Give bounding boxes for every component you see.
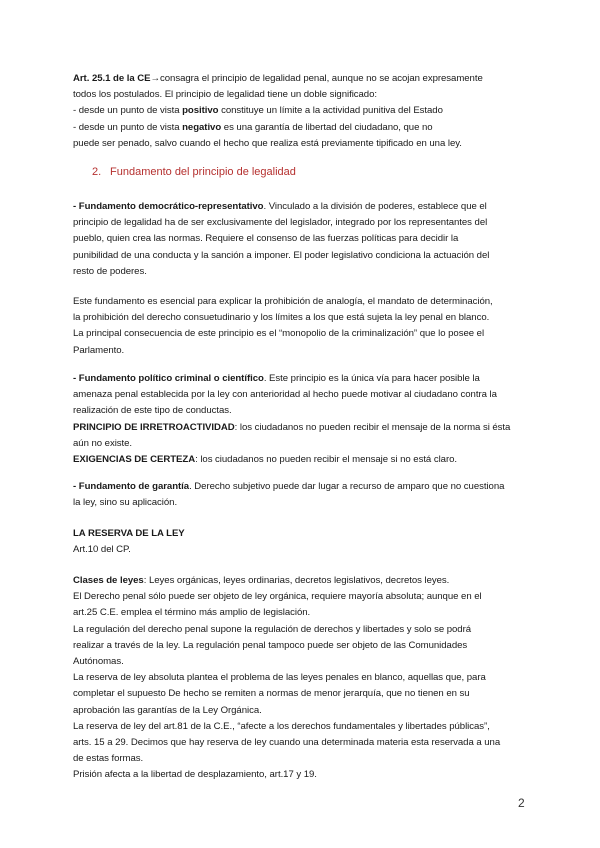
bold-term: - Fundamento democrático-representativo: [73, 201, 264, 212]
bold-term: EXIGENCIAS DE CERTEZA: [73, 454, 196, 466]
text-line: Art.10 del CP.: [73, 544, 131, 556]
text-line: [73, 479, 528, 495]
text-line: art.25 C.E. emplea el término más amplio de legislación.: [73, 607, 311, 619]
text-line: aprobación las garantías de la Ley Orgánica.: [73, 704, 262, 716]
text-line: la ley, sino su aplicación.: [73, 497, 178, 509]
democratic-foundation-paragraph: [73, 199, 528, 280]
line-text: es una garantía de libertad del ciudadano, que no: [221, 121, 433, 133]
text-line: Parlamento.: [73, 344, 125, 356]
text-line: El Derecho penal sólo puede ser objeto de ley orgánica, requiere mayoría absoluta; aunque en el: [73, 591, 482, 603]
reserva-ley-section: [73, 526, 528, 558]
section-heading: [92, 166, 296, 178]
line-text: constituye un límite a la actividad punitiva del Estado: [218, 105, 443, 117]
bold-term: PRINCIPIO DE IRRETROACTIVIDAD: [73, 421, 235, 433]
bold-term: Clases de leyes: [73, 575, 144, 586]
subsection-title: [73, 526, 528, 542]
text-line: [73, 371, 528, 387]
text-line: Prisión afecta a la libertad de desplazamiento, art.17 y 19.: [73, 769, 317, 781]
text-line: [73, 420, 528, 436]
text-line: amenaza penal establecida por la ley con anterioridad al hecho puede motivar al ciudadano contra la: [73, 389, 497, 401]
text-line: puede ser penado, salvo cuando el hecho que realiza está previamente tipificado en una ley.: [73, 137, 462, 149]
line-text: - desde un punto de vista: [73, 121, 183, 133]
bold-term: negativo: [182, 121, 222, 133]
text-line: la prohibición del derecho consuetudinario y los límites a los que está sujeta la ley penal en blanco.: [73, 312, 490, 324]
heading-number: 2.: [92, 166, 102, 178]
analogy-paragraph: [73, 294, 528, 359]
text-line: [73, 103, 528, 119]
text-line: La regulación del derecho penal supone la regulación de derechos y libertades y solo se podrá: [73, 623, 472, 635]
text-line: principio de legalidad ha de ser exclusivamente del legislador, integrado por los representantes del: [73, 217, 488, 229]
text-line: completar el supuesto De hecho se remiten a normas de menor jerarquía, que no tienen en su: [73, 688, 470, 700]
text-line: La principal consecuencia de este principio es el “monopolio de la criminalización” que lo posee el: [73, 328, 485, 340]
text-line: [73, 71, 528, 87]
line-text: : Leyes orgánicas, leyes ordinarias, decretos legislativos, decretos leyes.: [143, 575, 450, 586]
text-line: realizar a través de la ley. La regulación penal tampoco puede ser objeto de las Comunidades: [73, 639, 468, 651]
text-line: de estas formas.: [73, 753, 144, 765]
bold-term: - Fundamento de garantía: [73, 481, 190, 492]
line-text: . Este principio es la única vía para hacer posible la: [263, 373, 480, 384]
line-text: : los ciudadanos no pueden recibir el mensaje si no está claro.: [195, 454, 457, 466]
text-line: Este fundamento es esencial para explicar la prohibición de analogía, el mandato de determinación,: [73, 296, 493, 307]
text-line: resto de poderes.: [73, 265, 147, 277]
page-number: 2: [518, 796, 525, 810]
law-classes-paragraph: [73, 573, 528, 784]
text-line: Autónomas.: [73, 656, 124, 668]
text-line: todos los postulados. El principio de legalidad tiene un doble significado:: [73, 89, 377, 101]
guarantee-paragraph: [73, 479, 528, 511]
text-line: [73, 573, 528, 589]
text-line: arts. 15 a 29. Decimos que hay reserva de ley cuando una determinada materia esta reservada a una: [73, 737, 501, 749]
line-text: →consagra el principio de legalidad penal, aunque no se acojan expresamente: [150, 73, 483, 84]
text-line: La reserva de ley absoluta plantea el problema de las leyes penales en blanco, aquellas que, para: [73, 672, 486, 684]
text-line: [73, 199, 528, 215]
text-line: punibilidad de una conducta y la sanción a imponer. El poder legislativo condiciona la actuación del: [73, 249, 490, 261]
text-line: La reserva de ley del art.81 de la C.E., “afecte a los derechos fundamentales y libertades públicas”,: [73, 720, 490, 732]
intro-paragraph: [73, 71, 528, 152]
line-text: : los ciudadanos no pueden recibir el mensaje de la norma si ésta: [234, 421, 511, 433]
text-line: realización de este tipo de conductas.: [73, 405, 232, 417]
line-text: . Vinculado a la división de poderes, establece que el: [263, 201, 487, 212]
text-line: [73, 452, 528, 468]
text-line: pueblo, quien crea las normas. Requiere el consenso de las fuerzas políticas para decidir la: [73, 233, 459, 245]
heading-text: Fundamento del principio de legalidad: [110, 166, 296, 178]
bold-term: - Fundamento político criminal o científico: [73, 373, 264, 384]
bold-term: positivo: [182, 105, 219, 117]
criminal-policy-paragraph: [73, 371, 528, 468]
bold-term: Art. 25.1 de la CE: [73, 73, 151, 84]
bold-term: LA RESERVA DE LA LEY: [73, 528, 185, 539]
text-line: [73, 120, 528, 136]
text-line: aún no existe.: [73, 437, 133, 449]
line-text: - desde un punto de vista: [73, 105, 183, 117]
line-text: . Derecho subjetivo puede dar lugar a recurso de amparo que no cuestiona: [189, 481, 505, 492]
